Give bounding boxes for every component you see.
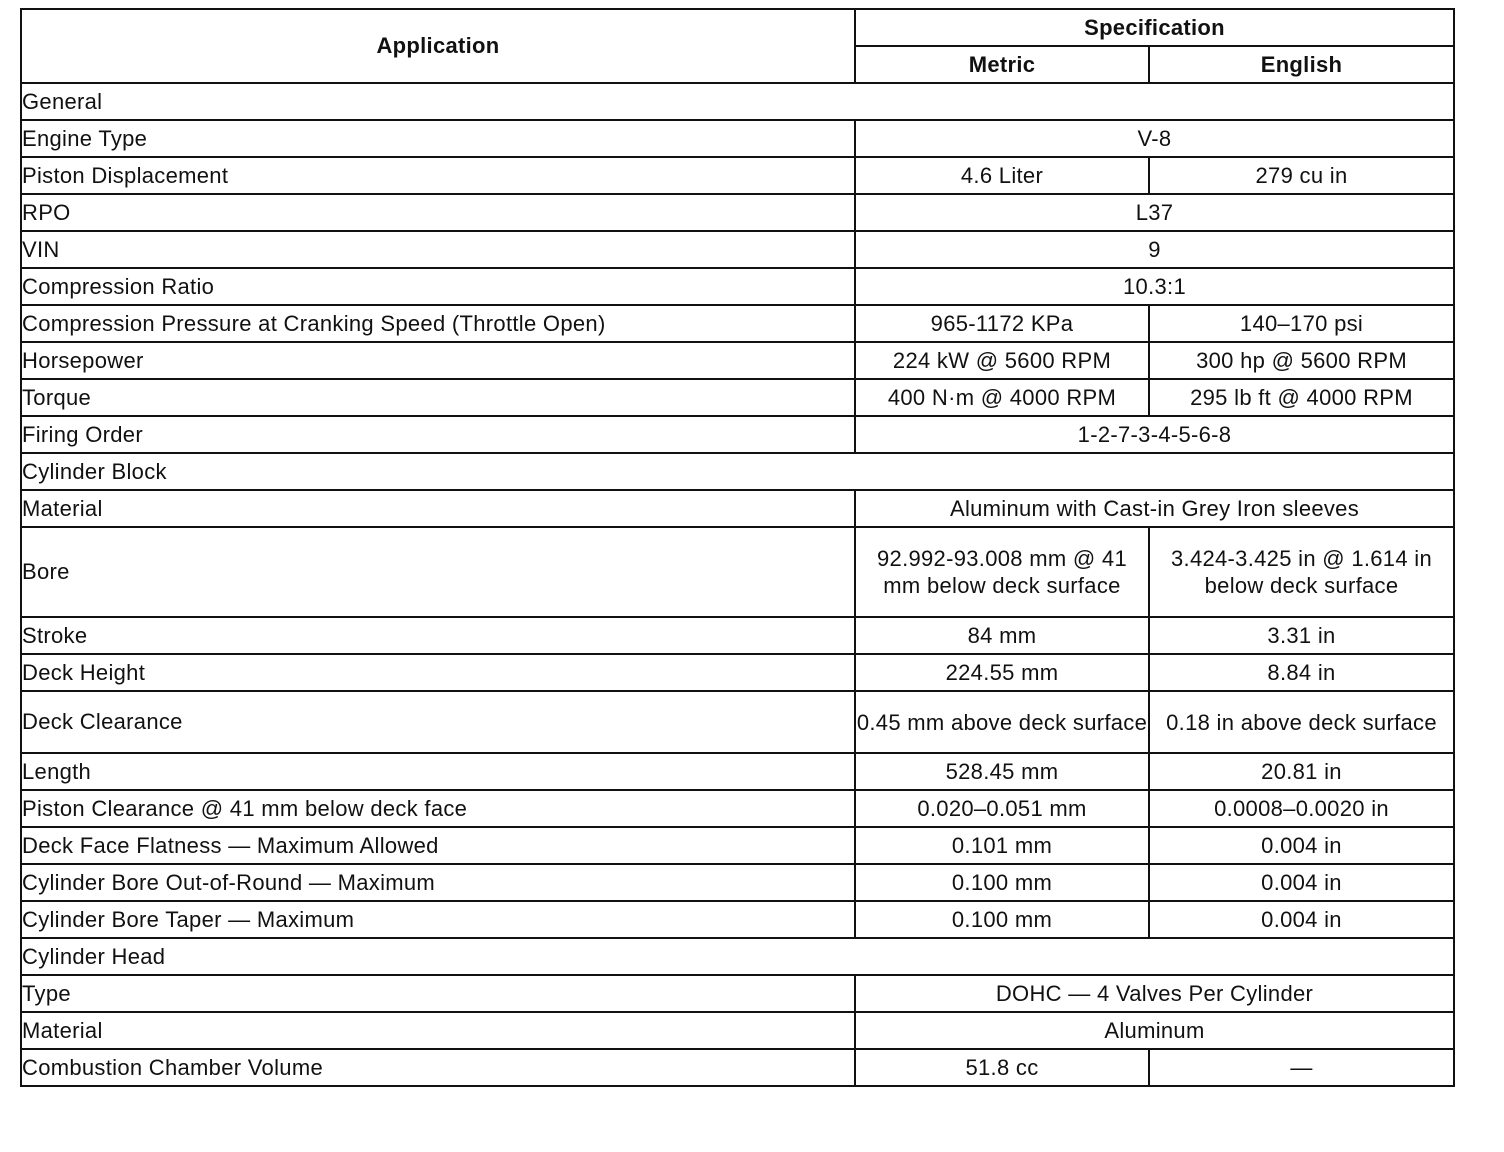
table-row xyxy=(21,527,1454,617)
row-label: VIN xyxy=(21,231,855,268)
row-label: Deck Face Flatness — Maximum Allowed xyxy=(21,827,855,864)
table-row xyxy=(21,691,1454,753)
english-value: 279 cu in xyxy=(1149,157,1454,194)
table-row xyxy=(21,901,1454,938)
combined-value: V-8 xyxy=(855,120,1454,157)
metric-value: 400 N·m @ 4000 RPM xyxy=(855,379,1149,416)
row-label: Piston Clearance @ 41 mm below deck face xyxy=(21,790,855,827)
english-value: 8.84 in xyxy=(1149,654,1454,691)
metric-value: 84 mm xyxy=(855,617,1149,654)
english-value: 0.18 in above deck surface xyxy=(1149,691,1454,753)
english-value: — xyxy=(1149,1049,1454,1086)
english-value: 0.0008–0.0020 in xyxy=(1149,790,1454,827)
header-row-top xyxy=(21,9,1454,46)
english-value: 0.004 in xyxy=(1149,827,1454,864)
metric-value: 0.101 mm xyxy=(855,827,1149,864)
row-label: Type xyxy=(21,975,855,1012)
english-value: 140–170 psi xyxy=(1149,305,1454,342)
metric-value: 4.6 Liter xyxy=(855,157,1149,194)
table-row xyxy=(21,194,1454,231)
row-label: Torque xyxy=(21,379,855,416)
english-value: 20.81 in xyxy=(1149,753,1454,790)
table-row xyxy=(21,157,1454,194)
english-value: 295 lb ft @ 4000 RPM xyxy=(1149,379,1454,416)
row-label: Firing Order xyxy=(21,416,855,453)
combined-value: Aluminum xyxy=(855,1012,1454,1049)
metric-value: 224.55 mm xyxy=(855,654,1149,691)
row-label: Bore xyxy=(21,527,855,617)
row-label: Piston Displacement xyxy=(21,157,855,194)
table-row xyxy=(21,975,1454,1012)
english-value: 300 hp @ 5600 RPM xyxy=(1149,342,1454,379)
english-value: 3.31 in xyxy=(1149,617,1454,654)
row-label: Cylinder Bore Taper — Maximum xyxy=(21,901,855,938)
table-row xyxy=(21,268,1454,305)
table-row xyxy=(21,617,1454,654)
row-label: Cylinder Bore Out-of-Round — Maximum xyxy=(21,864,855,901)
english-value: 0.004 in xyxy=(1149,864,1454,901)
metric-value: 528.45 mm xyxy=(855,753,1149,790)
table-row xyxy=(21,827,1454,864)
row-label: Material xyxy=(21,1012,855,1049)
row-label: Deck Clearance xyxy=(21,691,855,753)
metric-value: 0.020–0.051 mm xyxy=(855,790,1149,827)
combined-value: 9 xyxy=(855,231,1454,268)
row-label: Compression Pressure at Cranking Speed (Throttle Open) xyxy=(21,305,855,342)
combined-value: DOHC — 4 Valves Per Cylinder xyxy=(855,975,1454,1012)
english-value: 0.004 in xyxy=(1149,901,1454,938)
combined-value: 10.3:1 xyxy=(855,268,1454,305)
section-row xyxy=(21,453,1454,490)
combined-value: L37 xyxy=(855,194,1454,231)
specification-header: Specification xyxy=(855,9,1454,46)
table-row xyxy=(21,231,1454,268)
table-row xyxy=(21,864,1454,901)
row-label: Stroke xyxy=(21,617,855,654)
row-label: Compression Ratio xyxy=(21,268,855,305)
section-title-general: General xyxy=(21,83,1454,120)
row-label: Material xyxy=(21,490,855,527)
table-row xyxy=(21,790,1454,827)
row-label: Deck Height xyxy=(21,654,855,691)
application-header: Application xyxy=(21,9,855,83)
table-row xyxy=(21,305,1454,342)
table-row xyxy=(21,1049,1454,1086)
table-row xyxy=(21,379,1454,416)
section-title-cylinder-head: Cylinder Head xyxy=(21,938,1454,975)
metric-value: 0.100 mm xyxy=(855,864,1149,901)
table-row xyxy=(21,753,1454,790)
english-value: 3.424-3.425 in @ 1.614 in below deck surface xyxy=(1149,527,1454,617)
engine-specification-table xyxy=(20,8,1455,1087)
row-label: Engine Type xyxy=(21,120,855,157)
combined-value: Aluminum with Cast-in Grey Iron sleeves xyxy=(855,490,1454,527)
table-row xyxy=(21,342,1454,379)
metric-value: 0.100 mm xyxy=(855,901,1149,938)
metric-value: 965-1172 KPa xyxy=(855,305,1149,342)
section-row xyxy=(21,83,1454,120)
combined-value: 1-2-7-3-4-5-6-8 xyxy=(855,416,1454,453)
table-row xyxy=(21,416,1454,453)
metric-value: 51.8 cc xyxy=(855,1049,1149,1086)
row-label: Horsepower xyxy=(21,342,855,379)
table-row xyxy=(21,490,1454,527)
table-row xyxy=(21,120,1454,157)
table-row xyxy=(21,1012,1454,1049)
row-label: RPO xyxy=(21,194,855,231)
metric-header: Metric xyxy=(855,46,1149,83)
metric-value: 0.45 mm above deck surface xyxy=(855,691,1149,753)
row-label: Combustion Chamber Volume xyxy=(21,1049,855,1086)
english-header: English xyxy=(1149,46,1454,83)
metric-value: 92.992-93.008 mm @ 41 mm below deck surface xyxy=(855,527,1149,617)
section-row xyxy=(21,938,1454,975)
section-title-cylinder-block: Cylinder Block xyxy=(21,453,1454,490)
metric-value: 224 kW @ 5600 RPM xyxy=(855,342,1149,379)
table-row xyxy=(21,654,1454,691)
row-label: Length xyxy=(21,753,855,790)
